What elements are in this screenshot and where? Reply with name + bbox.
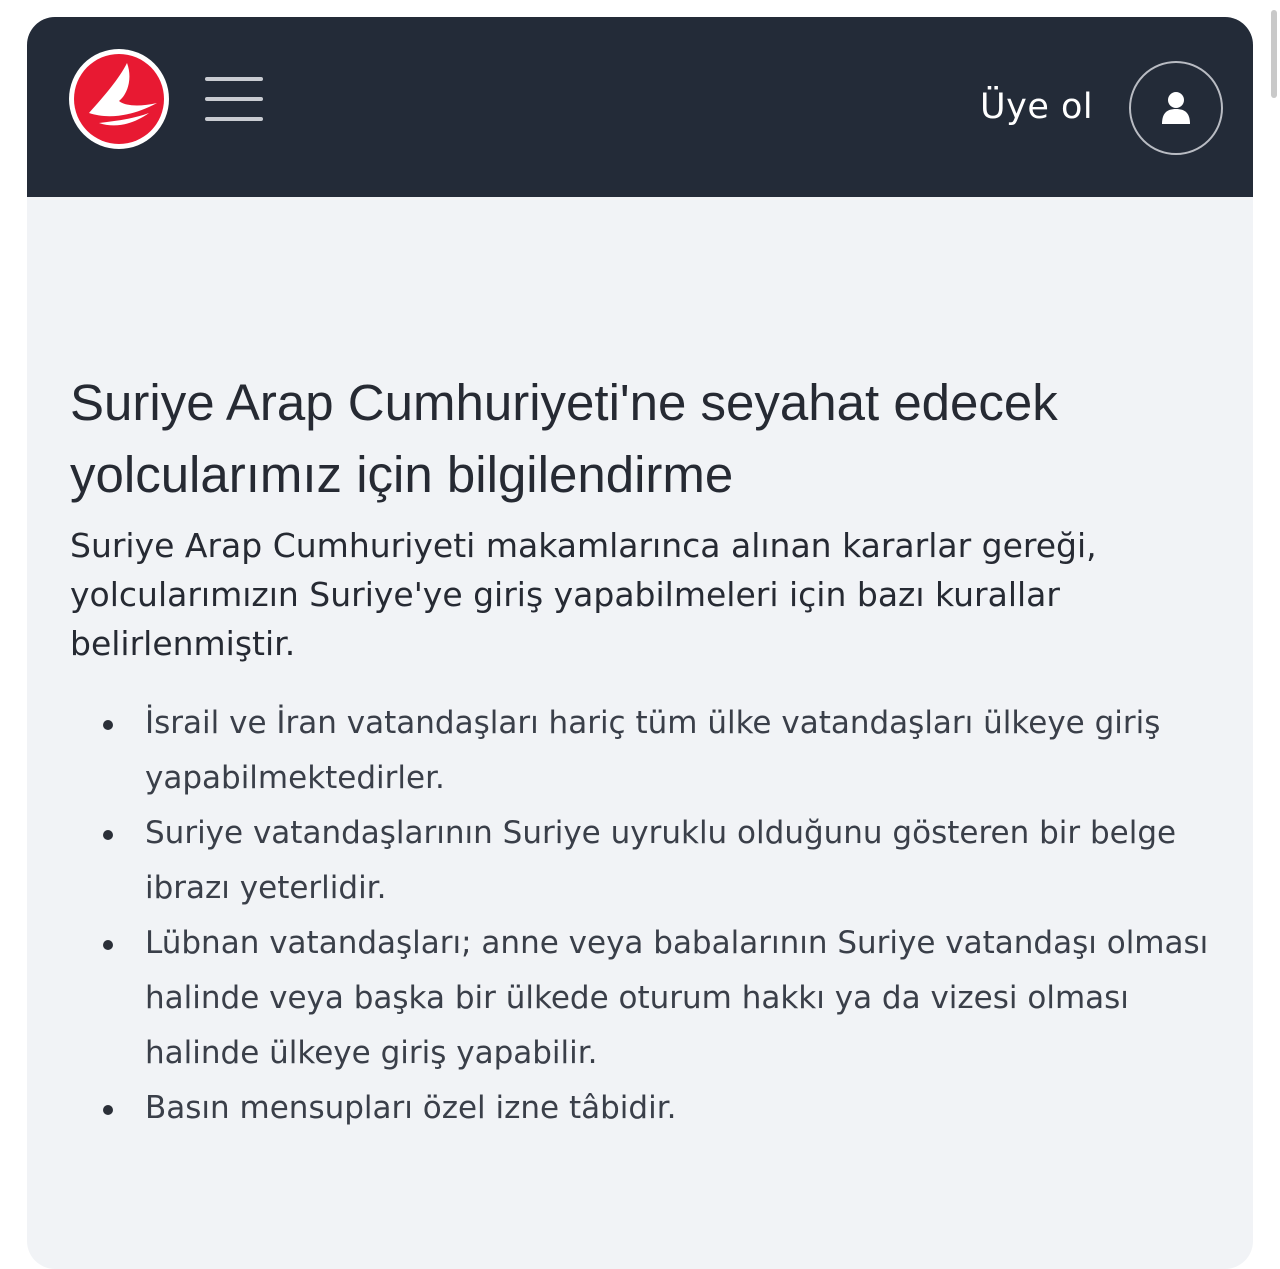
turkish-airlines-logo-icon [69, 49, 169, 149]
rules-list [70, 696, 1220, 1136]
turkish-airlines-logo[interactable] [69, 49, 169, 149]
list-item: Lübnan vatandaşları; anne veya babalarının Suriye vatandaşı olması halinde veya başka bir ülkede oturum hakkı ya da vizesi olması halinde ülkeye giriş yapabilir. [145, 916, 1220, 1081]
top-navigation-bar [27, 17, 1253, 197]
page-title: Suriye Arap Cumhuriyeti'ne seyahat edecek yolcularımız için bilgilendirme [70, 374, 1058, 503]
page-card [27, 17, 1253, 1269]
page-scrollbar[interactable] [1271, 10, 1277, 98]
list-item: İsrail ve İran vatandaşları hariç tüm ülke vatandaşları ülkeye giriş yapabilmektedirler. [145, 696, 1220, 806]
list-item: Basın mensupları özel izne tâbidir. [145, 1081, 1220, 1136]
hamburger-menu-icon[interactable] [205, 77, 263, 121]
list-item: Suriye vatandaşlarının Suriye uyruklu olduğunu gösteren bir belge ibrazı yeterlidir. [145, 806, 1220, 916]
signup-link[interactable]: Üye ol [980, 87, 1094, 127]
intro-paragraph: Suriye Arap Cumhuriyeti makamlarınca alınan kararlar gereği, yolcularımızın Suriye'ye giriş yapabilmeleri için bazı kurallar belirlenmiştir. [70, 526, 1097, 663]
profile-button[interactable] [1129, 61, 1223, 155]
user-icon [1161, 91, 1191, 125]
article-content [70, 367, 1220, 1136]
